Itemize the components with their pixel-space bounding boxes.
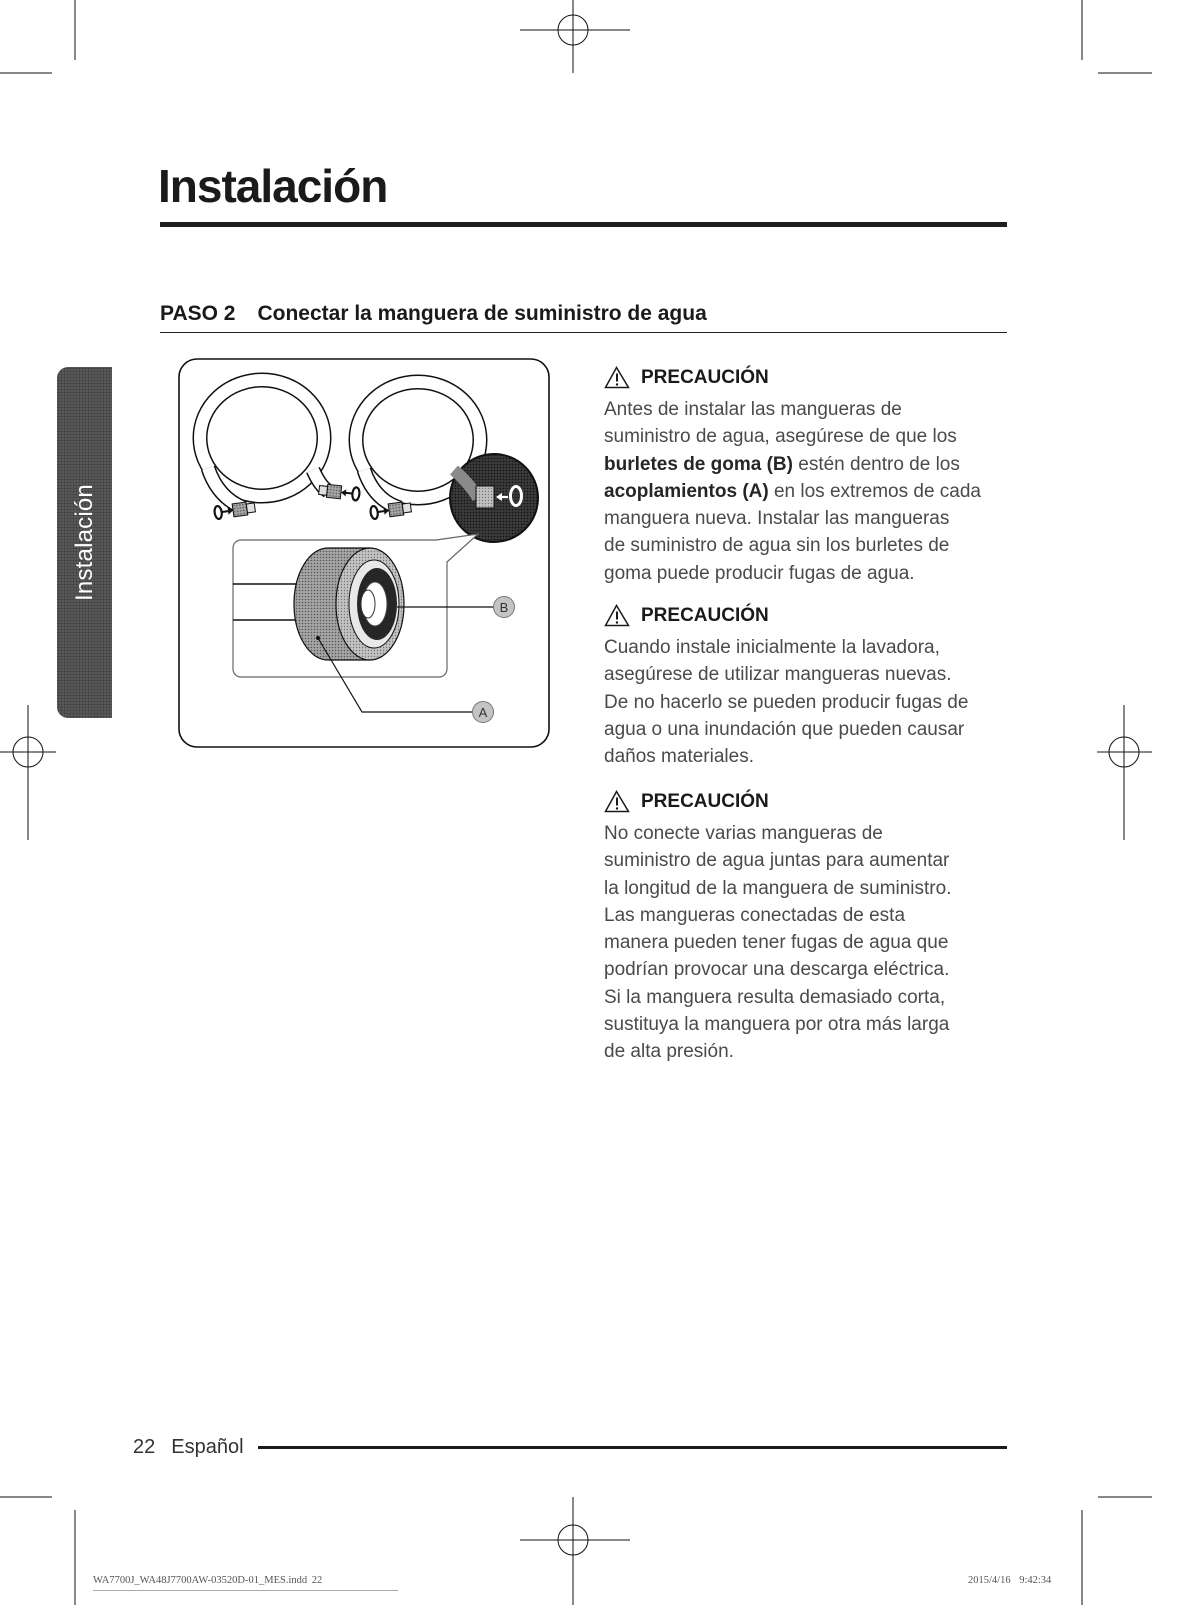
print-slug-rule [93,1590,398,1591]
page-title: Instalación [158,160,388,212]
caution-text: Cuando instale inicialmente la lavadora, [604,637,940,658]
print-slug-file: WA7700J_WA48J7700AW-03520D-01_MES.indd 22 [93,1575,323,1586]
caution-text: agua o una inundación que pueden causar [604,718,965,740]
label-b: B [499,600,509,615]
caution-line [604,820,1034,847]
warning-triangle-icon [604,604,630,627]
caution-line [604,984,1034,1011]
caution-heading-text: PRECAUCIÓN [641,791,769,812]
caution-text: goma puede producir fugas de agua. [604,562,915,584]
caution-text: Antes de instalar las mangueras de [604,399,902,420]
label-a: A [478,705,488,720]
caution-line [604,929,1034,956]
caution-text: suministro de agua, asegúrese de que los [604,426,957,448]
caution-text: manguera nueva. Instalar las mangueras [604,508,950,530]
crop-mark-bottom-left [0,1497,75,1605]
caution-block [604,602,1034,770]
caution-block [604,364,1034,587]
step-heading [160,301,707,327]
caution-line [604,1038,1034,1065]
magnifier-icon [450,454,538,542]
caution-emphasis: acoplamientos (A) [604,480,769,502]
hose-installation-figure [178,358,550,748]
registration-mark-left [0,705,56,840]
registration-mark-right [1097,705,1152,840]
print-slug-timestamp: 2015/4/16 9:42:34 [968,1575,1052,1586]
caution-line [604,716,1034,743]
caution-text: suministro de agua juntas para aumentar [604,850,950,872]
caution-line [604,505,1034,532]
caution-heading-text: PRECAUCIÓN [641,605,769,626]
caution-text: de suministro de agua sin los burletes de [604,535,950,557]
caution-heading [604,602,1034,629]
caution-text: Las mangueras conectadas de esta [604,904,906,926]
side-tab-label: Instalación [70,484,98,601]
crop-mark-top-left [0,0,75,73]
warning-triangle-icon [604,366,630,389]
caution-line [604,956,1034,983]
caution-text: daños materiales. [604,746,754,768]
caution-line [604,875,1034,902]
caution-line [604,743,1034,770]
chapter-side-tab [57,367,112,718]
page-footer [133,1434,244,1460]
caution-text: estén dentro de los [792,453,960,475]
caution-text: Si la manguera resulta demasiado corta, [604,986,946,1008]
caution-text: de alta presión. [604,1041,734,1063]
caution-text: la longitud de la manguera de suministro. [604,877,952,899]
title-rule [160,222,1007,227]
step-rule [160,332,1007,333]
caution-line [604,689,1034,716]
caution-line [604,423,1034,450]
caution-line [604,847,1034,874]
caution-line [604,532,1034,559]
caution-line [604,661,1034,688]
caution-text: manera pueden tener fugas de agua que [604,932,949,954]
caution-text: en los extremos de cada [768,480,981,502]
caution-block [604,788,1034,1066]
caution-line [604,1011,1034,1038]
caution-text: asegúrese de utilizar mangueras nuevas. [604,664,952,686]
step-number: PASO 2 [160,302,236,325]
caution-heading [604,364,1034,391]
warning-triangle-icon [604,790,630,813]
caution-line [604,478,1034,505]
caution-line [604,560,1034,587]
caution-line [604,634,1034,661]
caution-text: De no hacerlo se pueden producir fugas de [604,691,969,713]
registration-mark-bottom [520,1497,630,1605]
caution-emphasis: burletes de goma (B) [604,453,793,475]
page-number: 22 [133,1436,156,1458]
caution-line [604,396,1034,423]
crop-mark-bottom-right [1082,1497,1152,1605]
footer-language: Español [171,1436,244,1458]
caution-heading-text: PRECAUCIÓN [641,367,769,388]
crop-mark-top-right [1082,0,1152,73]
step-title: Conectar la manguera de suministro de agua [257,302,707,325]
caution-text: No conecte varias mangueras de [604,823,883,844]
caution-line [604,902,1034,929]
caution-text: podrían provocar una descarga eléctrica. [604,959,950,981]
caution-line [604,451,1034,478]
registration-mark-top [520,0,630,73]
footer-rule [258,1446,1007,1449]
caution-heading [604,788,1034,815]
caution-text: sustituya la manguera por otra más larga [604,1014,950,1036]
